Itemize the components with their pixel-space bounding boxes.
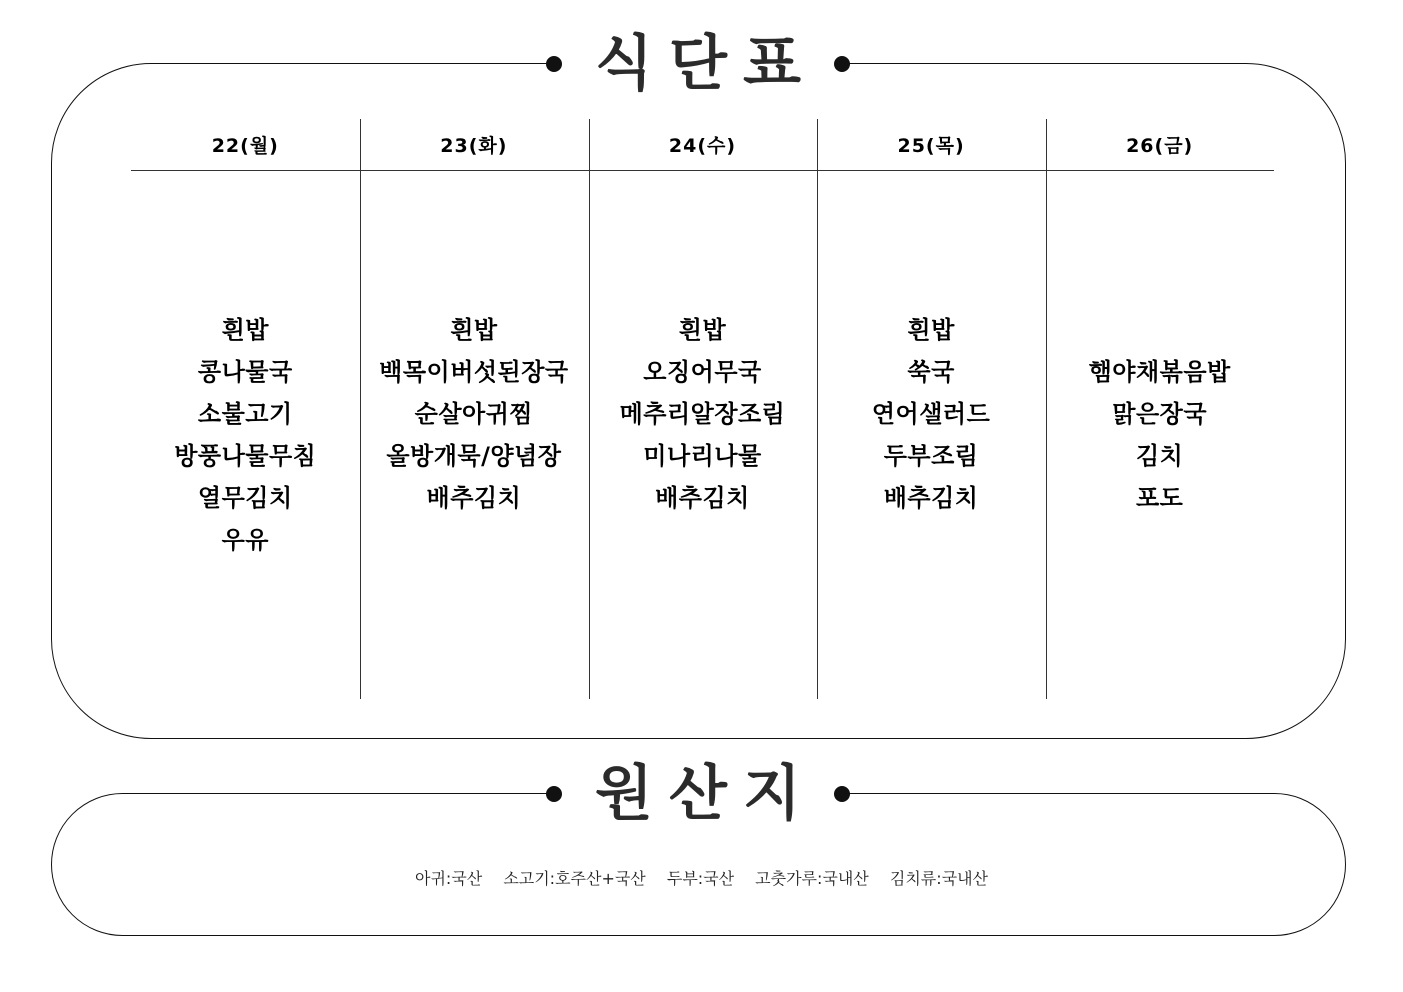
- dish-item: 햄야채볶음밥: [1088, 358, 1231, 386]
- dish-item: 우유: [221, 526, 269, 554]
- dish-item: 방풍나물무침: [174, 442, 317, 470]
- dish-item: 미나리나물: [643, 442, 762, 470]
- dish-item: 올방개묵/양념장: [386, 442, 562, 470]
- dish-item: 배추김치: [883, 484, 979, 512]
- menu-title: 식단표: [595, 29, 817, 99]
- dish-item: 맑은장국: [1112, 400, 1208, 428]
- dish-item: 흰밥: [221, 316, 269, 344]
- dish-item: 포도: [1135, 484, 1184, 512]
- dish-item: 흰밥: [907, 316, 955, 344]
- day-column-wed: [588, 171, 817, 699]
- dish-item: 흰밥: [450, 316, 498, 344]
- title-dot-right: [834, 786, 850, 802]
- day-column-fri: [1045, 171, 1274, 699]
- title-dot-left: [546, 56, 562, 72]
- origin-item: 김치류:국내산: [889, 869, 988, 888]
- title-dot-left: [546, 786, 562, 802]
- menu-title-band: [548, 24, 848, 104]
- day-column-mon: [131, 171, 360, 699]
- day-header-tue: 23(화): [440, 135, 508, 157]
- origin-item: 소고기:호주산+국산: [503, 869, 646, 888]
- dish-item: 연어샐러드: [871, 400, 991, 428]
- origin-item: 두부:국산: [666, 869, 735, 888]
- day-column-tue: [360, 171, 589, 699]
- day-header-thu: 25(목): [897, 135, 965, 157]
- dish-item: 배추김치: [655, 484, 750, 512]
- dish-item: 소불고기: [197, 400, 293, 428]
- dish-item: 백목이버섯된장국: [379, 358, 569, 386]
- origin-title: 원산지: [595, 759, 817, 829]
- origin-item: 아귀:국산: [415, 869, 483, 888]
- dish-item: 순살아귀찜: [414, 400, 534, 428]
- dish-item: 메추리알장조림: [619, 400, 786, 428]
- title-dot-right: [834, 56, 850, 72]
- dish-item: 콩나물국: [197, 358, 293, 386]
- menu-columns: [131, 171, 1274, 699]
- dish-item: 배추김치: [426, 484, 522, 512]
- day-header-fri: 26(금): [1126, 135, 1194, 157]
- origin-list: [0, 866, 1403, 889]
- dish-item: 오징어무국: [643, 358, 762, 386]
- menu-table: [131, 119, 1274, 699]
- dish-item: 김치: [1135, 442, 1184, 470]
- day-column-thu: [817, 171, 1046, 699]
- dish-item: 흰밥: [678, 316, 727, 344]
- origin-title-band: [548, 754, 848, 834]
- day-header-mon: 22(월): [211, 135, 279, 157]
- dish-item: 열무김치: [197, 484, 293, 512]
- day-header-row: [131, 119, 1274, 171]
- origin-item: 고춧가루:국내산: [755, 869, 869, 888]
- dish-item: 두부조림: [883, 442, 979, 470]
- dish-item: 쑥국: [907, 358, 955, 386]
- day-header-wed: 24(수): [668, 135, 737, 157]
